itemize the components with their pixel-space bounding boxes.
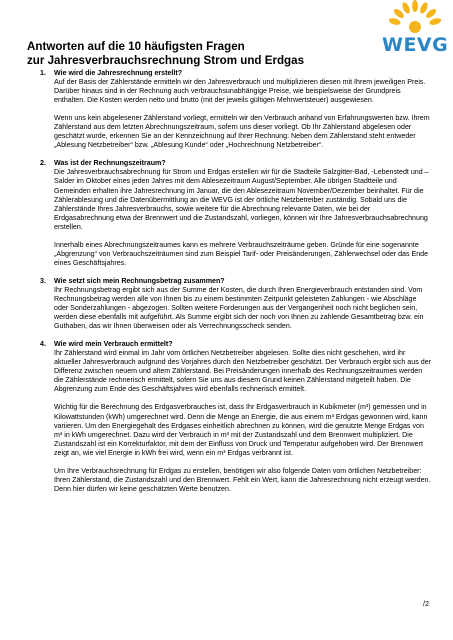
answer-paragraph: Um Ihre Verbrauchsrechnung für Erdgas zu erstellen, benötigen wir also folgende Daten vom örtlichen Netzbetreiber: Ihren Zählerstand, die Zustandszahl und den Brennwert. Fehlt ein Wert, kann die Jahresrechnung nicht erzeugt werden. Denn hier dürfen wir keine geschätzten Werte benutzen. xyxy=(54,466,431,493)
question-text: Wie setzt sich mein Rechnungsbetrag zusammen? xyxy=(54,276,225,285)
answer-paragraph: Die Jahresverbrauchsabrechnung für Strom und Erdgas erstellen wir für die Stadteile Salzgitter-Bad, -Lebenstedt und –Salder im Oktober eines jeden Jahres mit dem Ablesezeitraum August/September. Alle übrigen Stadtteile und Gemeinden erhalten ihre Jahresrechnung im Januar, die den Ablesezeitraum November/Dezember beinhaltet. Für die Zählerablesung und die Datenübermittlung an die WEVG ist der örtliche Netzbetreiber zuständig. Sobald uns die Zählerstände Ihres Jahresverbrauchs, sowie weitere für die Abrechnung relevante Daten, wie bei der Erdgasabrechnung etwa der Brennwert und die Zustandszahl, vorliegen, können wir Ihre Jahresverbrauchsabrechnung erstellen. xyxy=(54,168,429,231)
faq-section xyxy=(40,277,432,331)
faq-section xyxy=(40,340,432,494)
answer-body xyxy=(54,286,432,331)
answer-body xyxy=(54,349,432,494)
answer-paragraph: Ihr Rechnungsbetrag ergibt sich aus der Summe der Kosten, die durch Ihren Energieverbrauch entstanden sind. Vom Rechnungsbetrag werden alle von Ihnen bis zu einem bestimmten Zeitpunkt geleisteten Zahlungen - wie Abschläge oder Sonderzahlungen - abgezogen. Sollten weitere Forderungen aus der Vergangenheit noch nicht beglichen sein, werden diese ebenfalls mit aufgeführt. Als Summe ergibt sich der noch von Ihnen zu zahlende Gesamtbetrag bzw. ein Guthaben, das wir Ihnen überweisen oder als Verrechnungsscheck senden. xyxy=(54,285,424,331)
wevg-logo xyxy=(382,0,448,60)
question-number: 4. xyxy=(40,340,46,349)
answer-paragraph: Innerhalb eines Abrechnungszeitraumes kann es mehrere Verbrauchszeiträume geben. Gründe für eine sogenannte „Abgrenzung“ von Verbrauchszeiträumen sind zum Beispiel Tarif- oder Preisänderungen, Zählerwechsel oder das Ende eines Geschäftsjahres. xyxy=(54,240,429,267)
question-number: 1. xyxy=(40,69,46,77)
title-line-1: Antworten auf die 10 häufigsten Fragen xyxy=(27,40,245,53)
answer-paragraph: Auf der Basis der Zählerstände ermitteln wir den Jahresverbrauch und multiplizieren diesen mit Ihrem jeweiligen Preis. Darüber hinaus sind in der Rechnung auch verbrauchsunabhängige Preise, wie beispielsweise der Grundpreis enthalten. Die Kosten werden netto und brutto (mit der jeweils gültigen Mehrwertsteuer) ausgewiesen. xyxy=(54,78,426,105)
page-number: /2 xyxy=(423,600,429,608)
answer-paragraph: Ihr Zählerstand wird einmal im Jahr vom örtlichen Netzbetreiber abgelesen. Sollte dies nicht geschehen, wird ihr aktueller Jahresverbrauch aufgrund des Vorjahres durch den Netzbetreiber geschätzt. Der Verbrauch ergibt sich aus der Differenz zwischen neuem und altem Zählerstand. Bei Preisänderungen innerhalb des Rechnungszeitraumes werden die Zählerstände rechnerisch ermittelt, sofern Sie uns aus diesem Grund keinen Zählerstand mitgeteilt haben. Die Abgrenzung zum Ende des Geschäftsjahres wird ebenfalls rechnerisch ermittelt. xyxy=(54,349,431,394)
logo-wordmark: WEVG xyxy=(382,34,449,56)
faq-section xyxy=(40,159,432,268)
answer-body xyxy=(54,168,432,267)
faq-section xyxy=(40,69,432,150)
question-text: Wie wird die Jahresrechnung erstellt? xyxy=(54,69,183,77)
page-title xyxy=(27,40,377,68)
question-heading xyxy=(40,277,432,286)
question-heading xyxy=(40,159,432,168)
question-text: Was ist der Rechnungszeitraum? xyxy=(54,159,166,168)
sun-logo-icon xyxy=(386,0,444,36)
question-heading xyxy=(40,69,432,78)
faq-content xyxy=(40,69,432,503)
answer-paragraph: Wenn uns kein abgelesener Zählerstand vorliegt, ermitteln wir den Verbrauch anhand von Erfahrungswerten bzw. Ihrem Zählerstand aus dem letzten Abrechnungszeitraum, sofern uns dieser vorliegt. Ob Ihr Zählerstand abgelesen oder geschätzt wurde, erkennen Sie an der Kennzeichnung auf Ihrer Rechnung: Neben dem Zählerstand steht entweder „Ablesung Netzbetreiber“ bzw. „Ablesung Kunde“ oder „Hochrechnung Netzbetreiber“. xyxy=(54,114,430,150)
question-number: 3. xyxy=(40,276,46,285)
title-line-2: zur Jahresverbrauchsrechnung Strom und Erdgas xyxy=(27,54,305,67)
question-number: 2. xyxy=(40,159,46,168)
question-text: Wie wird mein Verbrauch ermittelt? xyxy=(54,340,173,349)
answer-body xyxy=(54,78,432,150)
answer-paragraph: Wichtig für die Berechnung des Erdgasverbrauches ist, dass Ihr Erdgasverbrauch in Kubikmeter (m³) gemessen und in Kilowattstunden (kWh) umgerechnet wird. Denn die Menge an Energie, die aus einem m³ Erdgas gewonnen wird, kann variieren. Um den Energiegehalt des Erdgases einheitlich abrechnen zu können, wird die genutzte Menge Erdgas von m³ in kWh umgerechnet. Dazu wird der Verbrauch in m³ mit der Zustandszahl und dem Brennwert multipliziert. Die Zustandszahl ist ein Korrekturfaktor, mit dem der Einfluss von Druck und Temperatur aufgehoben wird. Der Brennwert zeigt an, wie viel Energie in kWh frei wird, wenn ein m³ Erdgas verbrannt ist. xyxy=(54,403,428,457)
question-heading xyxy=(40,340,432,349)
